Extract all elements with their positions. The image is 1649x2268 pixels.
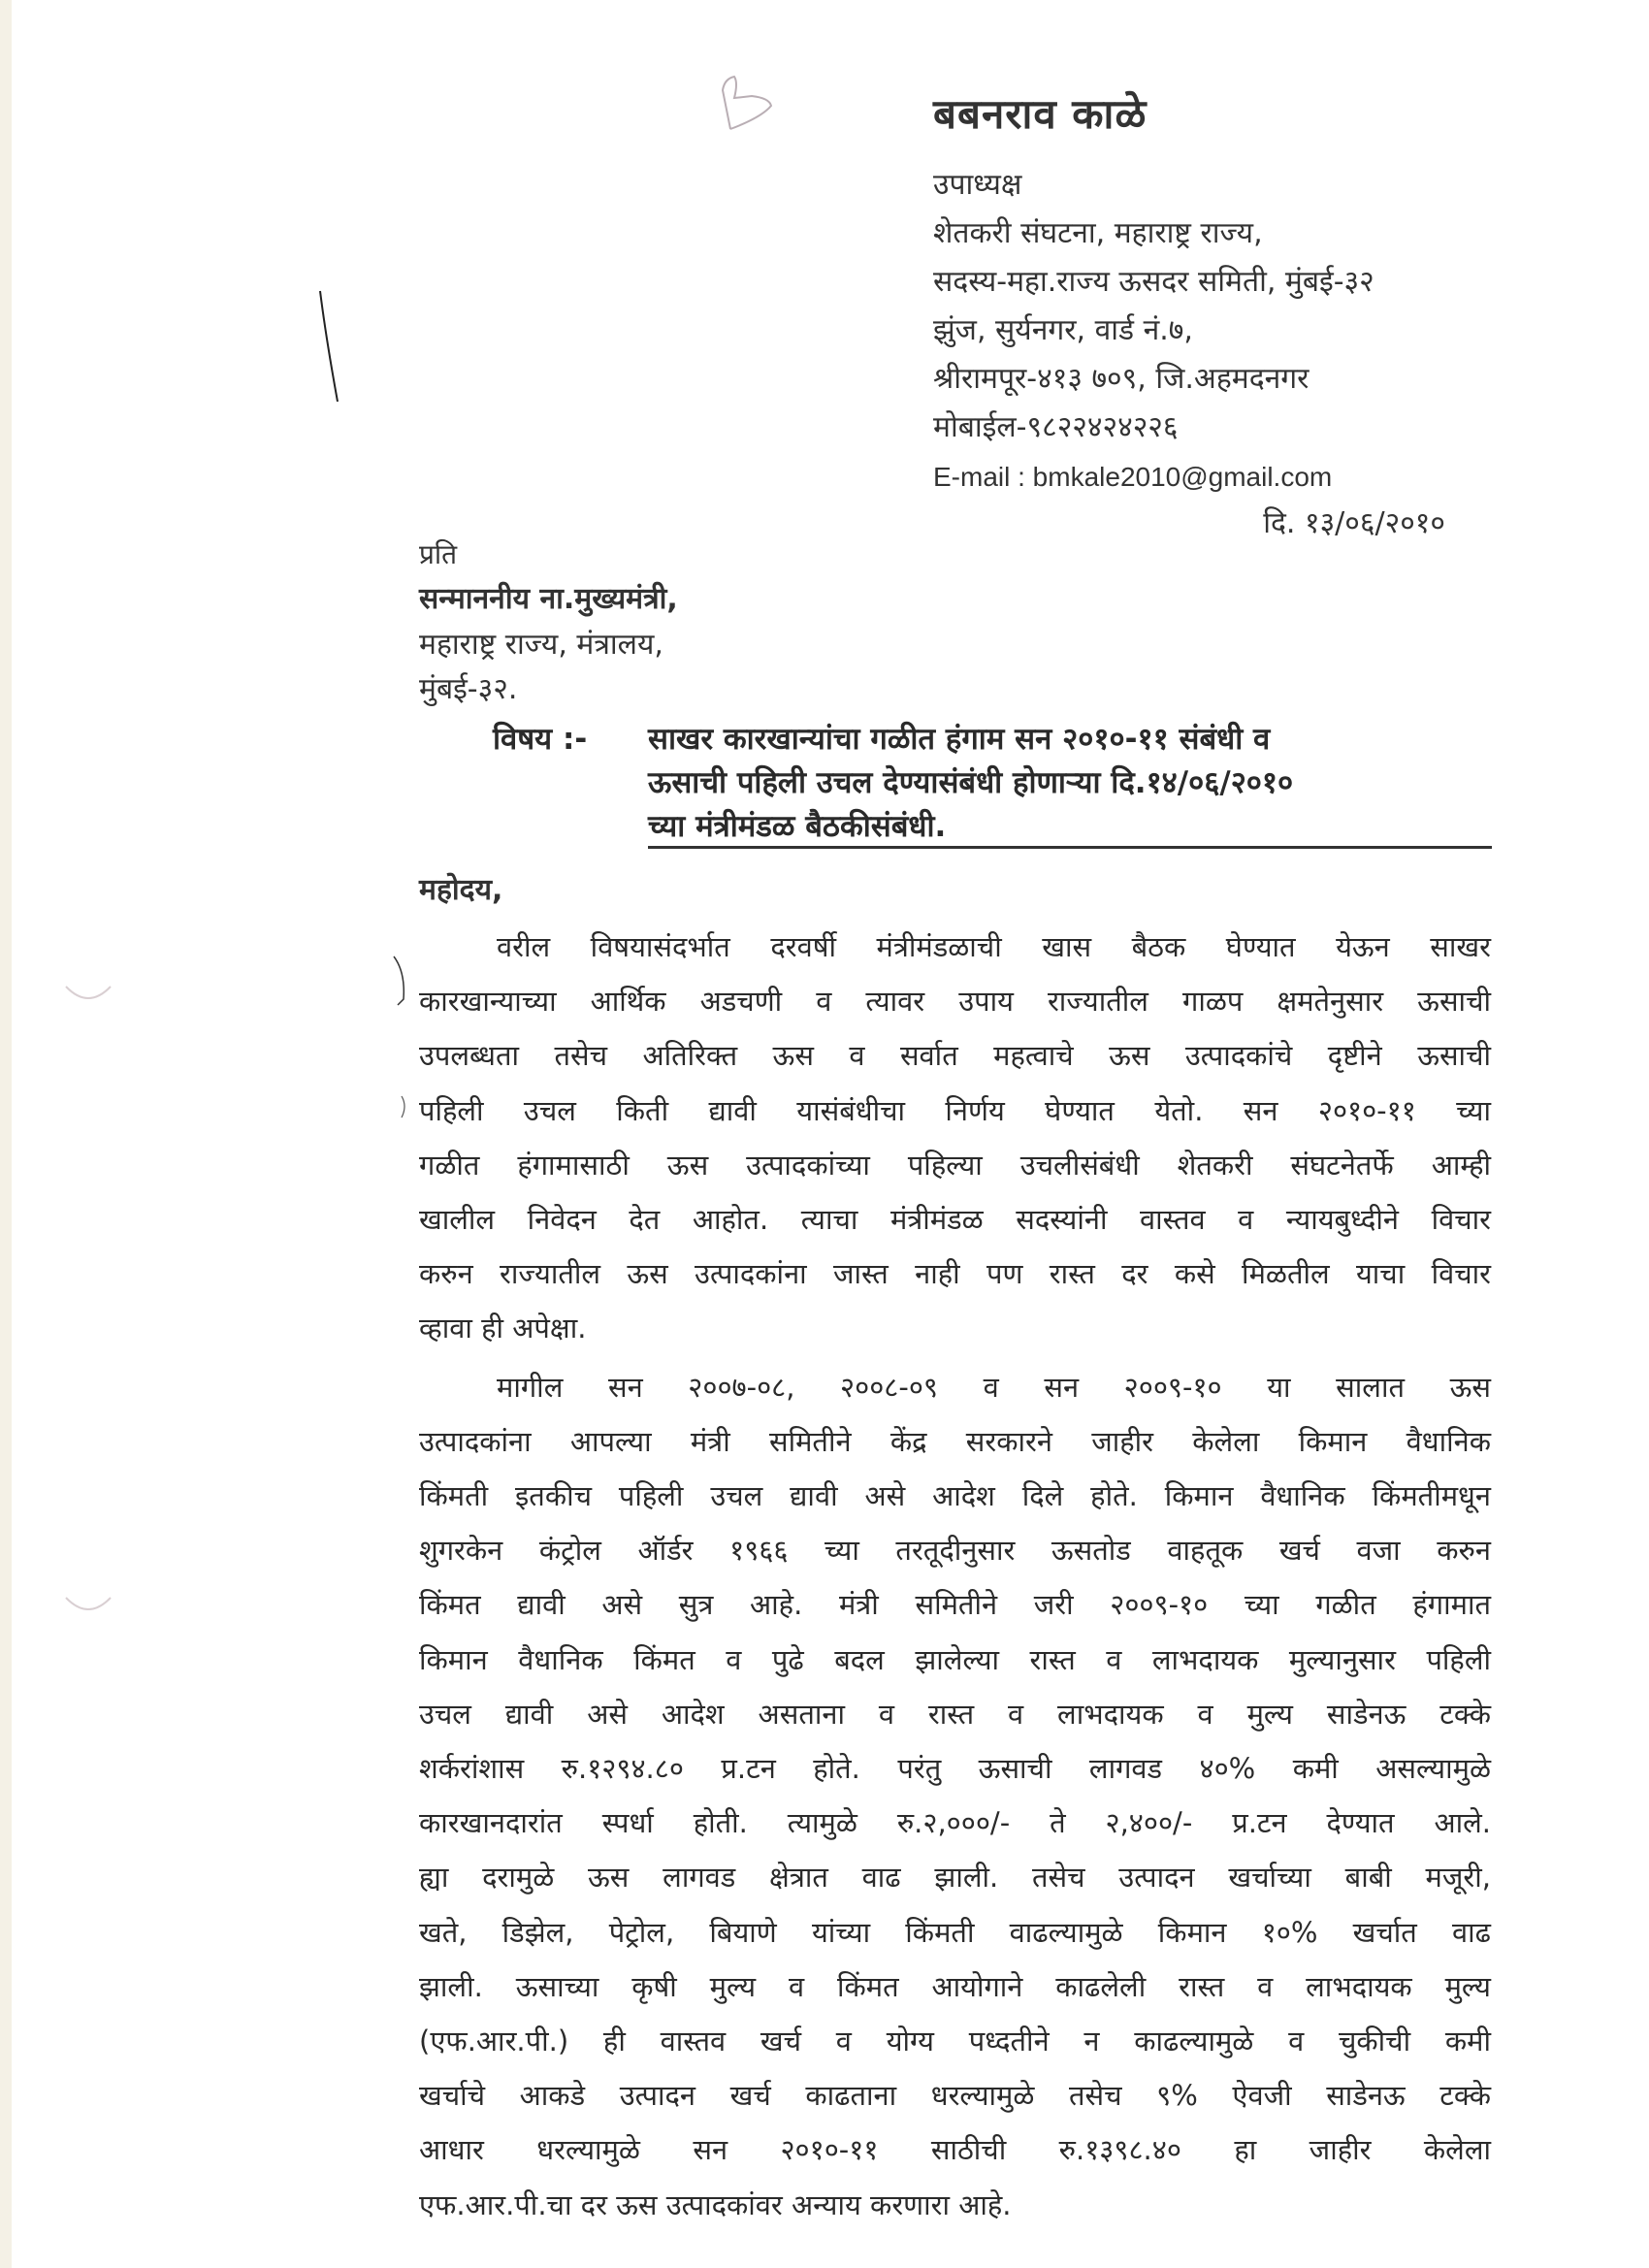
paragraph-line: किंमती इतकीच पहिली उचल द्यावी असे आदेश दिले होते. किमान वैधानिक किंमतीमधून [419,1479,1491,1513]
paragraph-line: खालील निवेदन देत आहोत. त्याचा मंत्रीमंडळ सदस्यांनी वास्तव व न्यायबुध्दीने विचार [419,1203,1491,1237]
paragraph-line: झाली. ऊसाच्या कृषी मुल्य व किंमत आयोगाने काढलेली रास्त व लाभदायक मुल्य [419,1969,1491,2003]
paragraph [419,920,1491,1356]
paragraph-line: मागील सन २००७-०८, २००८-०९ व सन २००९-१० या सालात ऊस [497,1370,1491,1404]
paragraph-line: करुन राज्यातील ऊस उत्पादकांना जास्त नाही पण रास्त दर कसे मिळतील याचा विचार [419,1257,1491,1291]
punch-hole-mark [64,1596,113,1615]
paragraph-line: वरील विषयासंदर्भात दरवर्षी मंत्रीमंडळाची खास बैठक घेण्यात येऊन साखर [497,930,1491,963]
margin-bracket-mark [398,1094,417,1152]
subject-block [493,718,1492,849]
paragraph-line: किंमत द्यावी असे सुत्र आहे. मंत्री समितीने जरी २००९-१० च्या गळीत हंगामात [419,1588,1491,1622]
salutation: महोदय, [419,873,503,907]
paragraph-line: खते, डिझेल, पेट्रोल, बियाणे यांच्या किंमती वाढल्यामुळे किमान १०% खर्चात वाढ [419,1915,1491,1949]
subject-underline [648,846,1492,849]
paragraph-line: शुगरकेन कंट्रोल ऑर्डर १९६६ च्या तरतूदीनुसार ऊसतोड वाहतूक खर्च वजा करुन [419,1534,1491,1568]
paragraph-line: खर्चाचे आकडे उत्पादन खर्च काढताना धरल्यामुळे तसेच ९% ऐवजी साडेनऊ टक्के [419,2079,1491,2113]
sender-email: E-mail : bmkale2010@gmail.com [933,462,1333,492]
punch-hole-mark [64,985,113,1004]
paragraph-line: एफ.आर.पी.चा दर ऊस उत्पादकांवर अन्याय करणारा आहे. [419,2187,1012,2221]
subject-label: विषय :- [493,722,588,757]
sender-designation: उपाध्यक्ष [933,168,1022,202]
paragraph-line: (एफ.आर.पी.) ही वास्तव खर्च व योग्य पध्दतीने न काढल्यामुळे व चुकीची कमी [419,2025,1491,2058]
paragraph-line: गळीत हंगामासाठी ऊस उत्पादकांच्या पहिल्या उचलीसंबंधी शेतकरी संघटनेतर्फे आम्ही [419,1148,1491,1182]
recipient-name: सन्माननीय ना.मुख्यमंत्री, [419,582,678,616]
subject-line: च्या मंत्रीमंडळ बैठकीसंबंधी. [648,809,947,844]
paragraph-line: उत्पादकांना आपल्या मंत्री समितीने केंद्र सरकारने जाहीर केलेला किमान वैधानिक [419,1424,1491,1458]
letter-body [419,920,1491,2232]
handwritten-b-mark [713,73,781,141]
paragraph [419,1360,1491,2232]
paragraph-line: पहिली उचल किती द्यावी यासंबंधीचा निर्णय घेण्यात येतो. सन २०१०-११ च्या [419,1093,1491,1127]
subject-line: ऊसाची पहिली उचल देण्यासंबंधी होणाऱ्या दि.१४/०६/२०१० [648,765,1294,800]
letter-date: दि. १३/०६/२०१० [1263,506,1445,540]
sender-mobile: मोबाईल-९८२२४२४२२६ [933,410,1179,444]
paragraph-line: ह्या दरामुळे ऊस लागवड क्षेत्रात वाढ झाली. तसेच उत्पादन खर्चाच्या बाबी मजूरी, [419,1861,1491,1895]
paragraph-line: किमान वैधानिक किंमत व पुढे बदल झालेल्या रास्त व लाभदायक मुल्यानुसार पहिली [419,1642,1491,1676]
paragraph-line: उपलब्धता तसेच अतिरिक्त ऊस व सर्वात महत्वाचे ऊस उत्पादकांचे दृष्टीने ऊसाची [419,1039,1491,1073]
sender-committee: सदस्य-महा.राज्य ऊसदर समिती, मुंबई-३२ [933,265,1374,299]
sender-organization: शेतकरी संघटना, महाराष्ट्र राज्य, [933,216,1263,250]
subject-line: साखर कारखान्यांचा गळीत हंगाम सन २०१०-११ संबंधी व [648,722,1271,757]
paragraph-line: व्हावा ही अपेक्षा. [419,1312,587,1345]
recipient-prefix: प्रति [419,538,458,570]
margin-pen-stroke [318,289,341,404]
recipient-block [419,534,678,712]
letterhead [933,85,1554,547]
recipient-address-city: मुंबई-३२. [419,672,518,706]
recipient-address-line: महाराष्ट्र राज्य, मंत्रालय, [419,628,663,662]
subject-text [648,718,1492,849]
sender-address-city: श्रीरामपूर-४१३ ७०९, जि.अहमदनगर [933,362,1310,396]
paragraph-line: उचल द्यावी असे आदेश असताना व रास्त व लाभदायक व मुल्य साडेनऊ टक्के [419,1697,1491,1731]
sender-address-line: झुंज, सुर्यनगर, वार्ड नं.७, [933,313,1193,347]
paragraph-line: शर्करांशास रु.१२९४.८० प्र.टन होते. परंतु ऊसाची लागवड ४०% कमी असल्यामुळे [419,1752,1491,1786]
sender-name: बबनराव काळे [933,90,1148,138]
paragraph-line: कारखानदारांत स्पर्धा होती. त्यामुळे रु.२,०००/- ते २,४००/- प्र.टन देण्यात आले. [419,1806,1491,1840]
paragraph-line: आधार धरल्यामुळे सन २०१०-११ साठीची रु.१३९८.४० हा जाहीर केलेला [419,2133,1491,2167]
margin-bracket-mark [392,955,411,1013]
paragraph-line: कारखान्याच्या आर्थिक अडचणी व त्यावर उपाय राज्यातील गाळप क्षमतेनुसार ऊसाची [419,985,1491,1019]
